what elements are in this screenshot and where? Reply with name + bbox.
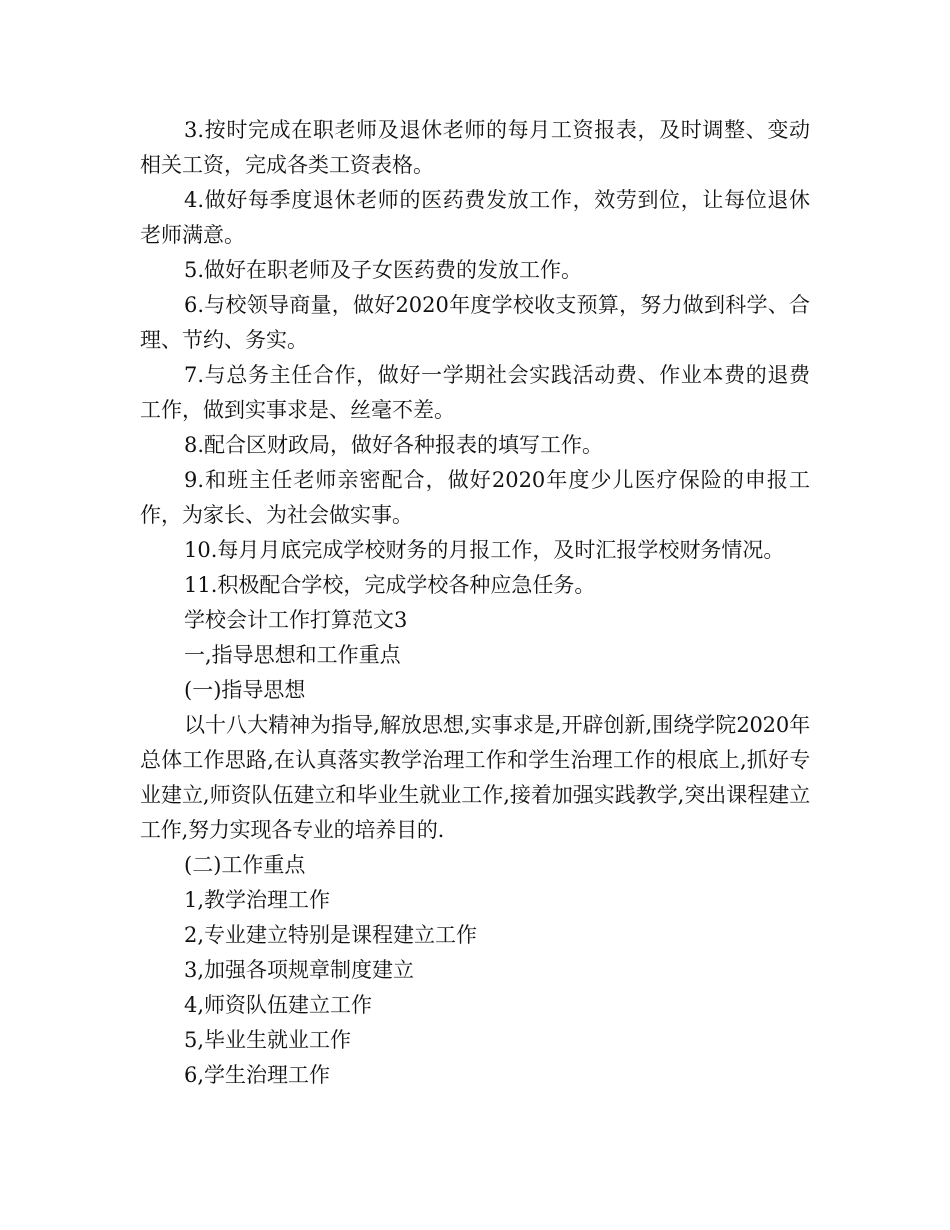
focus-list-item: 4,师资队伍建立工作 (184, 993, 373, 1017)
paragraph-item-11: 11.积极配合学校，完成学校各种应急任务。 (184, 573, 596, 597)
body-paragraph-guiding: 以十八大精神为指导,解放思想,实事求是,开辟创新,围绕学院2020年总体工作思路,在认真落实教学治理工作和学生治理工作的根底上,抓好专业建立,师资队伍建立和毕业生就业工作,接着加强实践教学,突出课程建立工作,努力实现各专业的培养目的. (140, 713, 810, 842)
focus-list-item: 6,学生治理工作 (184, 1063, 331, 1087)
paragraph-item-5: 5.做好在职老师及子女医药费的发放工作。 (184, 258, 583, 282)
paragraph-item-7: 7.与总务主任合作，做好一学期社会实践活动费、作业本费的退费工作，做到实事求是、丝毫不差。 (140, 363, 810, 422)
focus-list-item: 1,教学治理工作 (184, 888, 331, 912)
document-body (140, 113, 810, 1093)
focus-list-item: 3,加强各项规章制度建立 (184, 958, 415, 982)
paragraph-item-9: 9.和班主任老师亲密配合，做好2020年度少儿医疗保险的申报工作，为家长、为社会做实事。 (140, 468, 810, 527)
heading-level-2-focus: (二)工作重点 (184, 853, 306, 877)
heading-level-2-guiding: (一)指导思想 (184, 678, 306, 702)
paragraph-item-8: 8.配合区财政局，做好各种报表的填写工作。 (184, 433, 604, 457)
paragraph-item-10: 10.每月月底完成学校财务的月报工作，及时汇报学校财务情况。 (184, 538, 785, 562)
focus-list-item: 5,毕业生就业工作 (184, 1028, 352, 1052)
section-title: 学校会计工作打算范文3 (184, 608, 408, 632)
focus-list-item: 2,专业建立特别是课程建立工作 (184, 923, 478, 947)
paragraph-item-4: 4.做好每季度退休老师的医药费发放工作，效劳到位，让每位退休老师满意。 (140, 188, 810, 247)
paragraph-item-6: 6.与校领导商量，做好2020年度学校收支预算，努力做到科学、合理、节约、务实。 (140, 293, 810, 352)
heading-level-1: 一,指导思想和工作重点 (184, 643, 401, 667)
paragraph-item-3: 3.按时完成在职老师及退休老师的每月工资报表，及时调整、变动相关工资，完成各类工资表格。 (140, 118, 810, 177)
